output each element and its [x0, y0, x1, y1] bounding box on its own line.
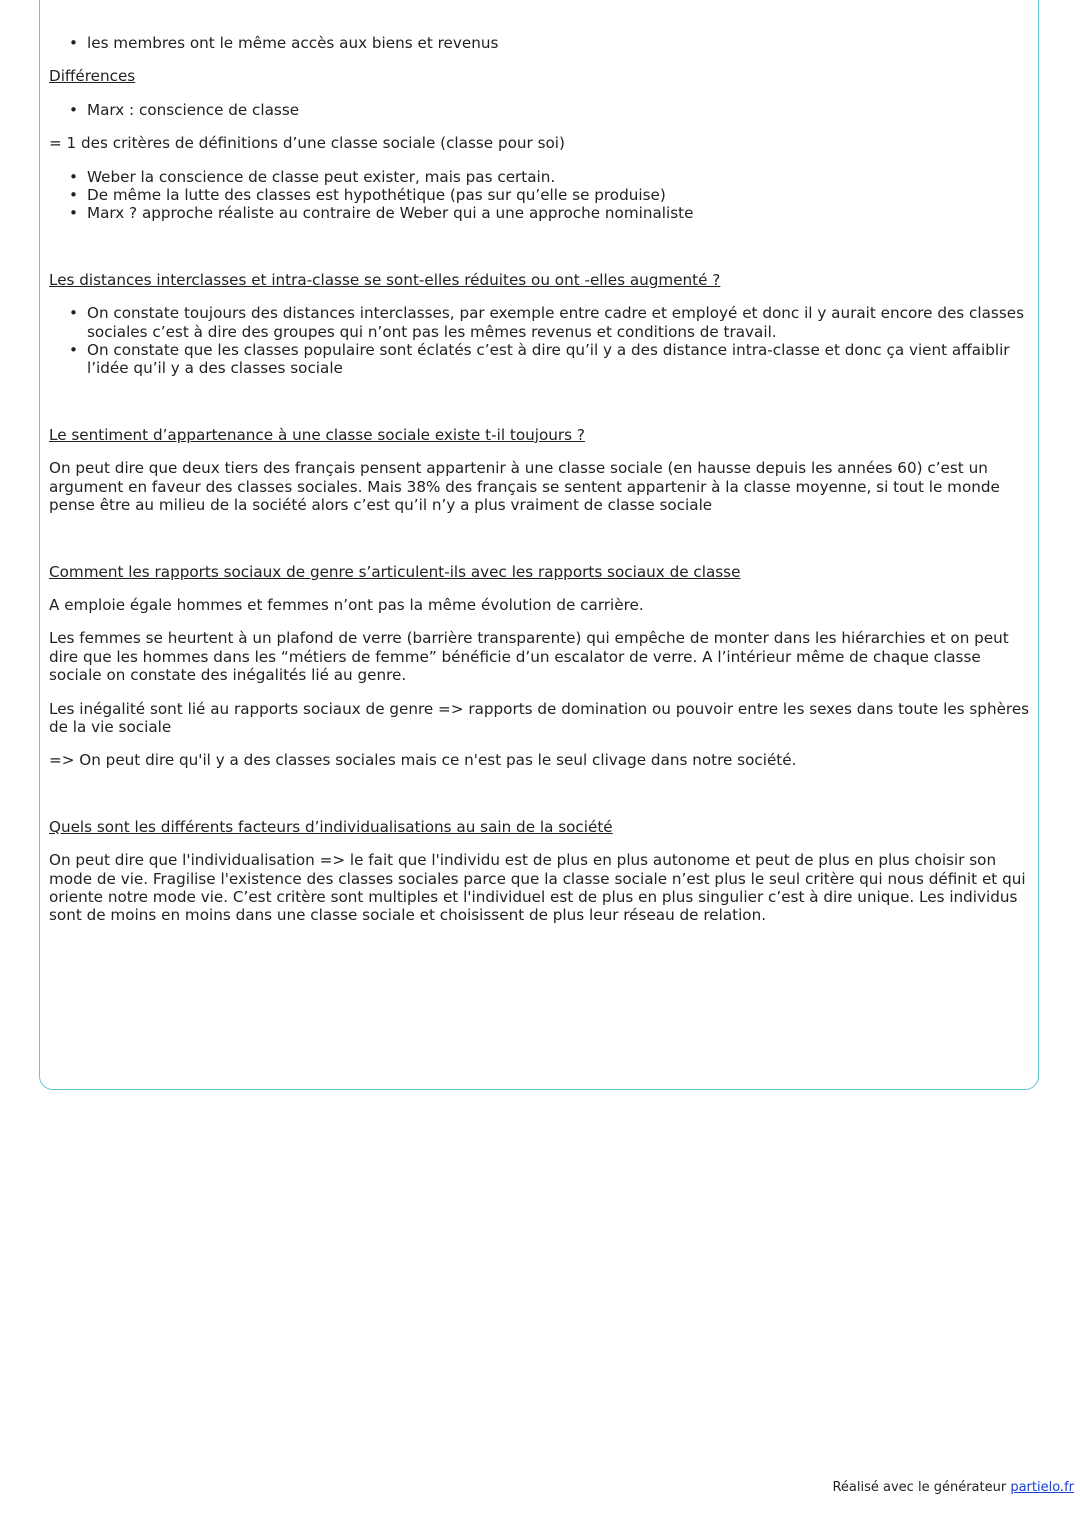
q1-heading: Les distances interclasses et intra-classe se sont-elles réduites ou ont -elles augmenté ?: [49, 270, 721, 289]
q3-heading: Comment les rapports sociaux de genre s’articulent-ils avec les rapports sociaux de classe: [49, 562, 741, 581]
list-item: • De même la lutte des classes est hypothétique (pas sur qu’elle se produise): [87, 186, 1034, 204]
document-body: [49, 34, 1034, 925]
marx-list: [49, 101, 1034, 119]
q3-paragraph: A emploie égale hommes et femmes n’ont pas la même évolution de carrière.: [49, 595, 644, 614]
list-item: • On constate que les classes populaire sont éclatés c’est à dire qu’il y a des distance intra-classe et donc ça vient affaiblir l’idée qu’il y a des classes sociale: [87, 341, 1034, 378]
criteria-line: = 1 des critères de définitions d’une classe sociale (classe pour soi): [49, 134, 565, 153]
q2-text: On peut dire que deux tiers des français pensent appartenir à une classe sociale (en hausse depuis les années 60) c’est un argument en faveur des classes sociales. Mais 38% des français se sentent appartenir à la classe moyenne, si tout le monde pense être au milieu de la société alors c’est qu’il n’y a plus vraiment de classe sociale: [49, 459, 1000, 515]
q3-paragraph: Les femmes se heurtent à un plafond de verre (barrière transparente) qui empêche de monter dans les hiérarchies et on peut dire que les hommes dans les “métiers de femme” bénéficie d’un escalator de verre. A l’intérieur même de chaque classe sociale on constate des inégalités lié au genre.: [49, 629, 1009, 685]
weber-list: [49, 168, 1034, 223]
list-item: • Marx ? approche réaliste au contraire de Weber qui a une approche nominaliste: [87, 204, 1034, 222]
q2-heading: Le sentiment d’appartenance à une classe sociale existe t-il toujours ?: [49, 425, 585, 444]
list-item: • les membres ont le même accès aux biens et revenus: [87, 34, 1034, 52]
q4-heading: Quels sont les différents facteurs d’individualisations au sain de la société: [49, 817, 613, 836]
footer: [832, 1480, 1074, 1495]
q1-list: [49, 304, 1034, 378]
q3-paragraph: Les inégalité sont lié au rapports sociaux de genre => rapports de domination ou pouvoir entre les sexes dans toute les sphères de la vie sociale: [49, 699, 1030, 736]
differences-heading: Différences: [49, 67, 136, 86]
list-item: • On constate toujours des distances interclasses, par exemple entre cadre et employé et donc il y aurait encore des classes sociales c’est à dire des groupes qui n’ont pas les mêmes revenus et conditions de travail.: [87, 304, 1034, 341]
partielo-link[interactable]: partielo.fr: [1010, 1480, 1074, 1495]
top-list: [49, 34, 1034, 52]
footer-text: Réalisé avec le générateur: [832, 1480, 1011, 1495]
q4-text: On peut dire que l'individualisation => le fait que l'individu est de plus en plus autonome et peut de plus en plus choisir son mode de vie. Fragilise l'existence des classes sociales parce que la classe sociale n’est plus le seul critère qui nous définit et qui oriente notre mode vie. C’est critère sont multiples et l'individuel est de plus en plus singulier c’est à dire unique. Les individus sont de moins en moins dans une classe sociale et choisissent de plus leur réseau de relation.: [49, 851, 1026, 925]
q3-conclusion: => On peut dire qu'il y a des classes sociales mais ce n'est pas le seul clivage dans notre société.: [49, 751, 797, 770]
list-item: • Weber la conscience de classe peut exister, mais pas certain.: [87, 168, 1034, 186]
list-item: • Marx : conscience de classe: [87, 101, 1034, 119]
